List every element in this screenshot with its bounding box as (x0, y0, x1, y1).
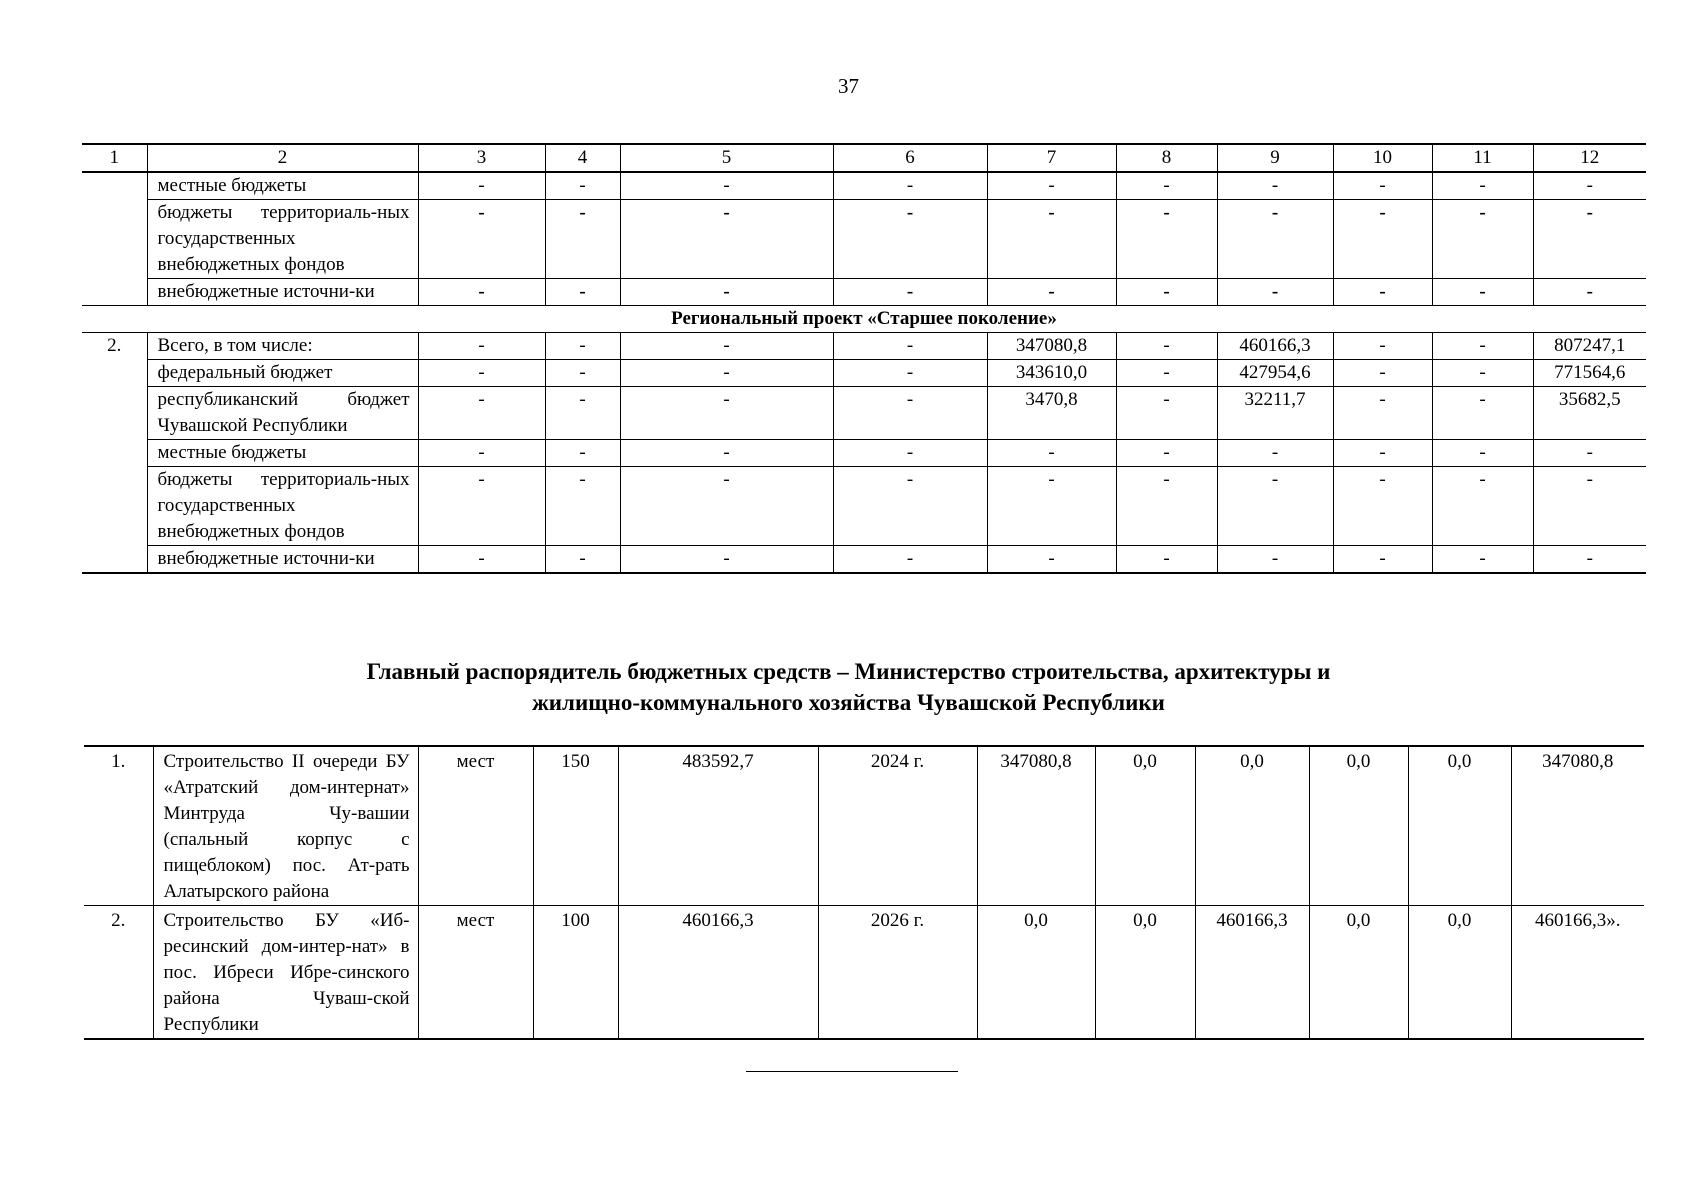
value-cell: 3470,8 (987, 387, 1116, 440)
value-cell: - (833, 172, 987, 200)
object-name: Строительство II очереди БУ «Атратский дом-интернат» Минтруда Чу-вашии (спальный корпус с пищеблоком) пос. Ат-рать Алатырского района (153, 746, 418, 906)
construction-objects-table (84, 745, 1644, 1040)
value-cell: - (1333, 200, 1432, 279)
value-cell: 807247,1 (1533, 333, 1646, 360)
value-cell: - (1432, 387, 1533, 440)
value-cell: 343610,0 (987, 360, 1116, 387)
header-cell: 1 (82, 144, 147, 172)
header-cell: 7 (987, 144, 1116, 172)
year-cell: 2026 г. (818, 906, 977, 1040)
value-cell: 460166,3 (1217, 333, 1333, 360)
value-cell: - (620, 360, 833, 387)
financing-table (82, 143, 1646, 574)
value-cell: 0,0 (1195, 746, 1309, 906)
row-number-cell (82, 172, 147, 306)
value-cell: - (1333, 172, 1432, 200)
header-cell: 3 (418, 144, 545, 172)
table-row (82, 546, 1646, 574)
heading-line-2: жилищно-коммунального хозяйства Чувашской Республики (532, 690, 1165, 715)
value-cell: - (1333, 360, 1432, 387)
value-cell: 460166,3 (1195, 906, 1309, 1040)
table-row (82, 467, 1646, 546)
value-cell: - (1217, 440, 1333, 467)
value-cell: - (1432, 546, 1533, 574)
value-cell: - (1217, 200, 1333, 279)
header-cell: 8 (1116, 144, 1217, 172)
value-cell: 0,0 (1095, 746, 1195, 906)
value-cell: 0,0 (1095, 906, 1195, 1040)
value-cell: - (1333, 467, 1432, 546)
value-cell: - (833, 200, 987, 279)
value-cell: - (1116, 200, 1217, 279)
value-cell: 771564,6 (1533, 360, 1646, 387)
value-cell: 0,0 (1408, 906, 1511, 1040)
value-cell: - (545, 333, 620, 360)
budget-source-label: республиканский бюджет Чувашской Республики (147, 387, 418, 440)
value-cell: - (418, 387, 545, 440)
value-cell: - (833, 387, 987, 440)
value-cell: - (1432, 279, 1533, 306)
table-row (84, 906, 1644, 1040)
value-cell: - (1533, 200, 1646, 279)
table-row (82, 360, 1646, 387)
value-cell: - (418, 333, 545, 360)
header-cell: 6 (833, 144, 987, 172)
value-cell: - (1116, 279, 1217, 306)
value-cell: - (1432, 467, 1533, 546)
value-cell: - (833, 546, 987, 574)
value-cell: 0,0 (1309, 906, 1408, 1040)
unit-cell: мест (418, 746, 533, 906)
value-cell: - (987, 200, 1116, 279)
value-cell: - (1533, 467, 1646, 546)
page-number: 37 (838, 74, 859, 98)
header-cell: 4 (545, 144, 620, 172)
value-cell: - (1432, 200, 1533, 279)
value-cell: - (1217, 172, 1333, 200)
value-cell: - (1116, 172, 1217, 200)
value-cell: - (833, 279, 987, 306)
value-cell: - (987, 467, 1116, 546)
value-cell: - (1432, 333, 1533, 360)
value-cell: - (545, 387, 620, 440)
value-cell: - (620, 333, 833, 360)
value-cell: - (1333, 279, 1432, 306)
value-cell: - (545, 546, 620, 574)
object-name: Строительство БУ «Иб-ресинский дом-интер-нат» в пос. Ибреси Ибре-синского района Чуваш-ской Республики (153, 906, 418, 1040)
unit-cell: мест (418, 906, 533, 1040)
header-cell: 11 (1432, 144, 1533, 172)
value-cell: - (620, 279, 833, 306)
cost-cell: 483592,7 (618, 746, 818, 906)
value-cell: 347080,8 (1511, 746, 1644, 906)
value-cell: - (545, 279, 620, 306)
value-cell: - (1116, 387, 1217, 440)
capacity-cell: 100 (533, 906, 618, 1040)
value-cell: - (1217, 546, 1333, 574)
heading-line-1: Главный распорядитель бюджетных средств – Министерство строительства, архитектуры и (366, 659, 1331, 684)
value-cell: - (1217, 467, 1333, 546)
value-cell: - (833, 440, 987, 467)
value-cell: 0,0 (1309, 746, 1408, 906)
value-cell: - (1116, 360, 1217, 387)
section-title-row (82, 306, 1646, 333)
value-cell: - (418, 172, 545, 200)
header-cell: 2 (147, 144, 418, 172)
value-cell: - (833, 467, 987, 546)
value-cell: 347080,8 (987, 333, 1116, 360)
value-cell: - (418, 546, 545, 574)
value-cell: 460166,3». (1511, 906, 1644, 1040)
value-cell: - (545, 200, 620, 279)
value-cell: - (833, 333, 987, 360)
value-cell: - (620, 467, 833, 546)
row-number-cell: 1. (84, 746, 153, 906)
year-cell: 2024 г. (818, 746, 977, 906)
budget-source-label: Всего, в том числе: (147, 333, 418, 360)
value-cell: - (1533, 279, 1646, 306)
value-cell: - (620, 440, 833, 467)
value-cell: - (418, 279, 545, 306)
budget-source-label: местные бюджеты (147, 440, 418, 467)
value-cell: 347080,8 (977, 746, 1095, 906)
value-cell: - (1533, 172, 1646, 200)
value-cell: - (418, 467, 545, 546)
footer-rule (746, 1071, 958, 1072)
value-cell: - (987, 440, 1116, 467)
header-cell: 10 (1333, 144, 1432, 172)
value-cell: - (987, 172, 1116, 200)
budget-source-label: внебюджетные источни-ки (147, 546, 418, 574)
table-row (82, 200, 1646, 279)
value-cell: 32211,7 (1217, 387, 1333, 440)
value-cell: - (1116, 440, 1217, 467)
value-cell: - (1533, 546, 1646, 574)
value-cell: - (1116, 467, 1217, 546)
value-cell: - (1333, 333, 1432, 360)
value-cell: - (418, 440, 545, 467)
value-cell: - (1116, 546, 1217, 574)
header-cell: 12 (1533, 144, 1646, 172)
value-cell: - (1333, 546, 1432, 574)
header-cell: 5 (620, 144, 833, 172)
table-header-row (82, 144, 1646, 172)
value-cell: - (1217, 279, 1333, 306)
value-cell: 35682,5 (1533, 387, 1646, 440)
value-cell: - (545, 467, 620, 546)
table-row (82, 387, 1646, 440)
value-cell: - (620, 387, 833, 440)
value-cell: 427954,6 (1217, 360, 1333, 387)
table-row (82, 279, 1646, 306)
budget-source-label: бюджеты территориаль-ных государственных внебюджетных фондов (147, 467, 418, 546)
row-number-cell: 2. (84, 906, 153, 1040)
cost-cell: 460166,3 (618, 906, 818, 1040)
value-cell: - (987, 546, 1116, 574)
value-cell: 0,0 (1408, 746, 1511, 906)
header-cell: 9 (1217, 144, 1333, 172)
value-cell: - (620, 200, 833, 279)
table-row (82, 333, 1646, 360)
budget-source-label: внебюджетные источни-ки (147, 279, 418, 306)
value-cell: - (545, 440, 620, 467)
budget-source-label: местные бюджеты (147, 172, 418, 200)
value-cell: - (987, 279, 1116, 306)
value-cell: - (833, 360, 987, 387)
capacity-cell: 150 (533, 746, 618, 906)
value-cell: - (1432, 440, 1533, 467)
table-row (84, 746, 1644, 906)
value-cell: - (545, 360, 620, 387)
table-row (82, 440, 1646, 467)
value-cell: - (1333, 440, 1432, 467)
value-cell: - (1333, 387, 1432, 440)
value-cell: - (1116, 333, 1217, 360)
value-cell: - (1432, 360, 1533, 387)
budget-source-label: бюджеты территориаль-ных государственных внебюджетных фондов (147, 200, 418, 279)
value-cell: - (620, 172, 833, 200)
value-cell: 0,0 (977, 906, 1095, 1040)
row-number-cell: 2. (82, 333, 147, 574)
section-heading (0, 656, 1697, 718)
table-row (82, 172, 1646, 200)
section-title: Региональный проект «Старшее поколение» (82, 306, 1646, 333)
budget-source-label: федеральный бюджет (147, 360, 418, 387)
value-cell: - (1432, 172, 1533, 200)
value-cell: - (418, 360, 545, 387)
value-cell: - (545, 172, 620, 200)
value-cell: - (418, 200, 545, 279)
value-cell: - (1533, 440, 1646, 467)
value-cell: - (620, 546, 833, 574)
